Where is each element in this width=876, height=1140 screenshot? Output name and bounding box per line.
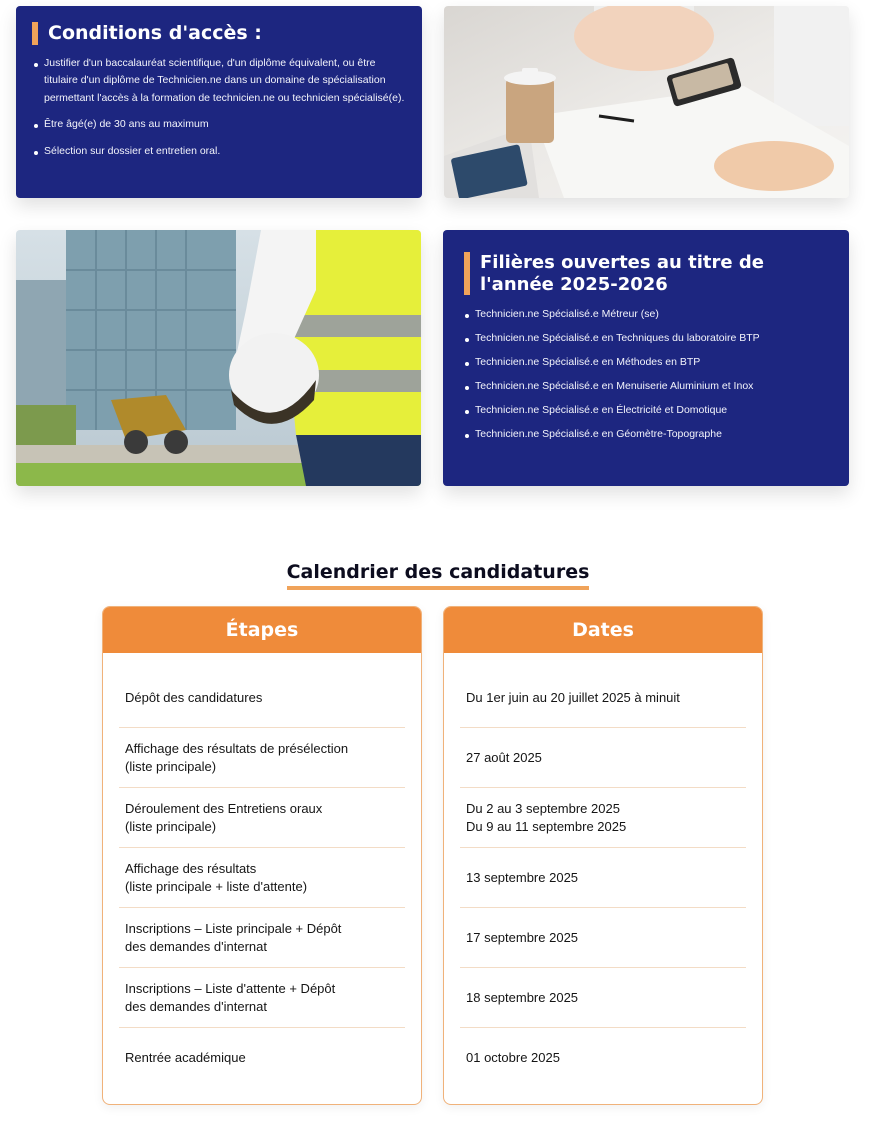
conditions-card [16, 6, 422, 198]
steps-body [103, 653, 421, 1088]
conditions-item: Être âgé(e) de 30 ans au maximum [33, 116, 406, 134]
step-row: Déroulement des Entretiens oraux (liste principale) [119, 788, 405, 848]
date-row: 13 septembre 2025 [460, 848, 746, 908]
date-row: 27 août 2025 [460, 728, 746, 788]
worker-photo [16, 230, 421, 486]
step-row: Inscriptions – Liste principale + Dépôt des demandes d'internat [119, 908, 405, 968]
filieres-list [464, 306, 827, 444]
date-row: Du 1er juin au 20 juillet 2025 à minuit [460, 668, 746, 728]
step-row: Affichage des résultats (liste principale + liste d'attente) [119, 848, 405, 908]
filiere-item: Technicien.ne Spécialisé.e en Techniques du laboratoire BTP [464, 330, 827, 348]
filiere-item: Technicien.ne Spécialisé.e en Menuiserie Aluminium et Inox [464, 378, 827, 396]
filiere-item: Technicien.ne Spécialisé.e en Géomètre-Topographe [464, 426, 827, 444]
conditions-item: Sélection sur dossier et entretien oral. [33, 143, 406, 161]
dates-header: Dates [444, 607, 762, 653]
desk-photo-image [444, 6, 849, 198]
step-row: Inscriptions – Liste d'attente + Dépôt des demandes d'internat [119, 968, 405, 1028]
step-row: Dépôt des candidatures [119, 668, 405, 728]
date-row: 18 septembre 2025 [460, 968, 746, 1028]
conditions-title: Conditions d'accès : [32, 22, 406, 45]
step-row: Affichage des résultats de présélection (liste principale) [119, 728, 405, 788]
steps-header: Étapes [103, 607, 421, 653]
filieres-card [443, 230, 849, 486]
date-row: 17 septembre 2025 [460, 908, 746, 968]
filiere-item: Technicien.ne Spécialisé.e en Méthodes en BTP [464, 354, 827, 372]
calendar-heading [0, 561, 876, 590]
filiere-item: Technicien.ne Spécialisé.e Métreur (se) [464, 306, 827, 324]
conditions-list [32, 55, 406, 161]
desk-photo [444, 6, 849, 198]
steps-table [102, 606, 422, 1105]
date-row: Du 2 au 3 septembre 2025 Du 9 au 11 septembre 2025 [460, 788, 746, 848]
step-row: Rentrée académique [125, 1050, 246, 1065]
filieres-title: Filières ouvertes au titre de l'année 2025-2026 [464, 252, 827, 295]
worker-photo-image [16, 230, 421, 486]
dates-body [444, 653, 762, 1088]
filiere-item: Technicien.ne Spécialisé.e en Électricité et Domotique [464, 402, 827, 420]
date-row: 01 octobre 2025 [466, 1050, 560, 1065]
conditions-item: Justifier d'un baccalauréat scientifique, d'un diplôme équivalent, ou être titulaire d'un diplôme de Technicien.ne dans un domaine de spécialisation permettant l'accès à la formation de technicien.ne ou technicien spécialisé(e). [33, 55, 406, 108]
calendar-title: Calendrier des candidatures [287, 561, 590, 590]
dates-table [443, 606, 763, 1105]
